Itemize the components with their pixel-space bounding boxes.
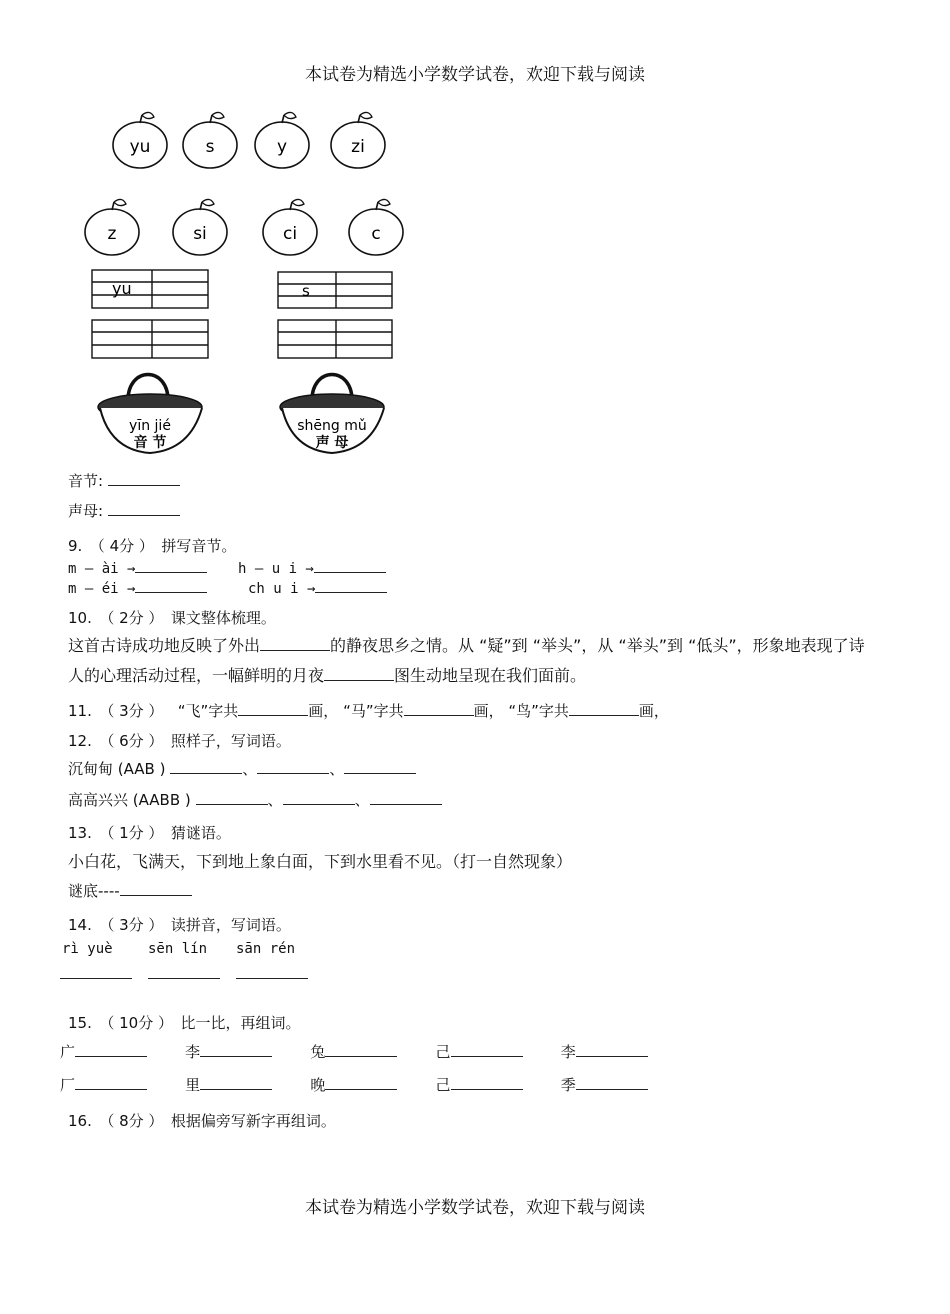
q12-blank[interactable] [344, 772, 416, 774]
basket-hanzi: 音 节 [133, 435, 167, 451]
q15-blank[interactable] [451, 1088, 523, 1090]
q9-title: 9. （ 4分 ） 拼写音节。 [68, 537, 237, 555]
q14-title: 14. （ 3分 ） 读拼音，写词语。 [68, 916, 291, 934]
q15-blank[interactable] [325, 1055, 397, 1057]
q12-row1: 沉甸甸 (AAB ) 、 、 [68, 758, 416, 779]
q15-blank[interactable] [75, 1088, 147, 1090]
shengmu-answer-line [68, 500, 180, 521]
q12-row2: 高高兴兴 (AABB ) 、 、 [68, 789, 442, 810]
q11-blank[interactable] [569, 714, 639, 716]
yinjie-answer-line [68, 470, 180, 491]
grid-right-top [278, 272, 392, 308]
q10-line1: 这首古诗成功地反映了外出 的静夜思乡之情。从 “疑”到 “举头”，从 “举头”到 “低头”，形象地表现了诗 [68, 636, 865, 655]
q15-char: 季 [560, 1076, 576, 1094]
q15-char: 厂 [60, 1076, 76, 1094]
page-header: 本试卷为精选小学数学试卷，欢迎下载与阅读 [305, 65, 645, 85]
apple-label: si [193, 224, 207, 244]
shengmu-blank[interactable] [108, 514, 180, 516]
apple-ci [263, 199, 317, 255]
apple-label: zi [351, 137, 365, 157]
q15-char: 里 [185, 1076, 201, 1094]
q14-pinyin-1: rì yuè [62, 941, 113, 957]
q12-blank[interactable] [170, 772, 242, 774]
q15-blank[interactable] [200, 1088, 272, 1090]
shengmu-label: 声母: [68, 502, 104, 520]
apple-label: y [276, 137, 288, 157]
q9-blank[interactable] [135, 571, 207, 573]
q15-char: 李 [185, 1043, 201, 1061]
q10-blank[interactable] [260, 649, 330, 651]
q14-pinyin-2: sēn lín [148, 941, 208, 957]
q10-line2: 人的心理活动过程，一幅鲜明的月夜 图生动地呈现在我们面前。 [68, 666, 587, 685]
q11-line: 11. （ 3分 ） “飞”字共 画， “马”字共 画， “鸟”字共 画， [68, 702, 669, 720]
q15-char: 李 [560, 1043, 576, 1061]
q9-item: m — éi → [68, 581, 207, 597]
apple-s [183, 112, 237, 168]
q15-blank[interactable] [75, 1055, 147, 1057]
q13-answer-line: 谜底---- [68, 880, 192, 901]
basket-shengmu [280, 375, 384, 454]
q9-item: ch u i → [248, 581, 387, 597]
q15-title: 15. （ 10分 ） 比一比，再组词。 [68, 1014, 301, 1032]
q9-item: m — ài → [68, 561, 207, 577]
q13-blank[interactable] [120, 894, 192, 896]
apple-label: z [107, 224, 117, 244]
apple-label: s [205, 137, 215, 157]
q15-char: 兔 [310, 1043, 326, 1061]
grid-left-sample: yu [112, 279, 132, 298]
q15-row2 [60, 1074, 648, 1095]
apple-si [173, 199, 227, 255]
grid-right-bottom [278, 320, 392, 358]
q12-blank[interactable] [196, 803, 268, 805]
q14-blank[interactable] [148, 978, 220, 979]
basket-pinyin: yīn jié [129, 418, 171, 434]
q11-blank[interactable] [238, 714, 308, 716]
q13-title: 13. （ 1分 ） 猜谜语。 [68, 824, 231, 842]
pinyin-sorting-figure [70, 110, 430, 460]
grid-right-sample: s [302, 282, 310, 300]
apple-c [349, 199, 403, 255]
q15-blank[interactable] [576, 1055, 648, 1057]
apple-zi [331, 112, 385, 168]
apple-label: c [371, 224, 381, 244]
q16-title: 16. （ 8分 ） 根据偏旁写新字再组词。 [68, 1112, 336, 1130]
q12-blank[interactable] [257, 772, 329, 774]
q12-title: 12. （ 6分 ） 照样子，写词语。 [68, 732, 291, 750]
apple-yu [113, 112, 167, 168]
page-footer: 本试卷为精选小学数学试卷，欢迎下载与阅读 [305, 1198, 645, 1218]
q15-blank[interactable] [451, 1055, 523, 1057]
q11-blank[interactable] [404, 714, 474, 716]
apple-z [85, 199, 139, 255]
q14-blank[interactable] [60, 978, 132, 979]
q9-blank[interactable] [314, 571, 386, 573]
yinjie-blank[interactable] [108, 484, 180, 486]
q14-pinyin-3: sān rén [236, 941, 296, 957]
q9-blank[interactable] [315, 591, 387, 593]
grid-left-top [92, 270, 208, 308]
apple-label: yu [129, 137, 151, 157]
apple-y [255, 112, 309, 168]
basket-pinyin: shēng mǔ [297, 418, 367, 434]
q15-char: 己 [435, 1043, 451, 1061]
basket-yinjie [98, 375, 202, 454]
q12-blank[interactable] [283, 803, 355, 805]
q10-blank[interactable] [324, 679, 394, 681]
q9-blank[interactable] [135, 591, 207, 593]
q13-riddle: 小白花，飞满天，下到地上象白面，下到水里看不见。（打一自然现象） [68, 852, 573, 871]
q12-blank[interactable] [370, 803, 442, 805]
apple-label: ci [282, 224, 298, 244]
q15-blank[interactable] [200, 1055, 272, 1057]
q15-row1 [60, 1041, 648, 1062]
q15-blank[interactable] [325, 1088, 397, 1090]
q9-item: h — u i → [238, 561, 386, 577]
q14-blank[interactable] [236, 978, 308, 979]
grid-left-bottom [92, 320, 208, 358]
q15-char: 广 [60, 1043, 76, 1061]
basket-hanzi: 声 母 [315, 435, 349, 451]
q10-title: 10. （ 2分 ） 课文整体梳理。 [68, 609, 276, 627]
q15-char: 己 [435, 1076, 451, 1094]
yinjie-label: 音节: [68, 472, 104, 490]
q15-char: 晚 [310, 1076, 326, 1094]
q15-blank[interactable] [576, 1088, 648, 1090]
